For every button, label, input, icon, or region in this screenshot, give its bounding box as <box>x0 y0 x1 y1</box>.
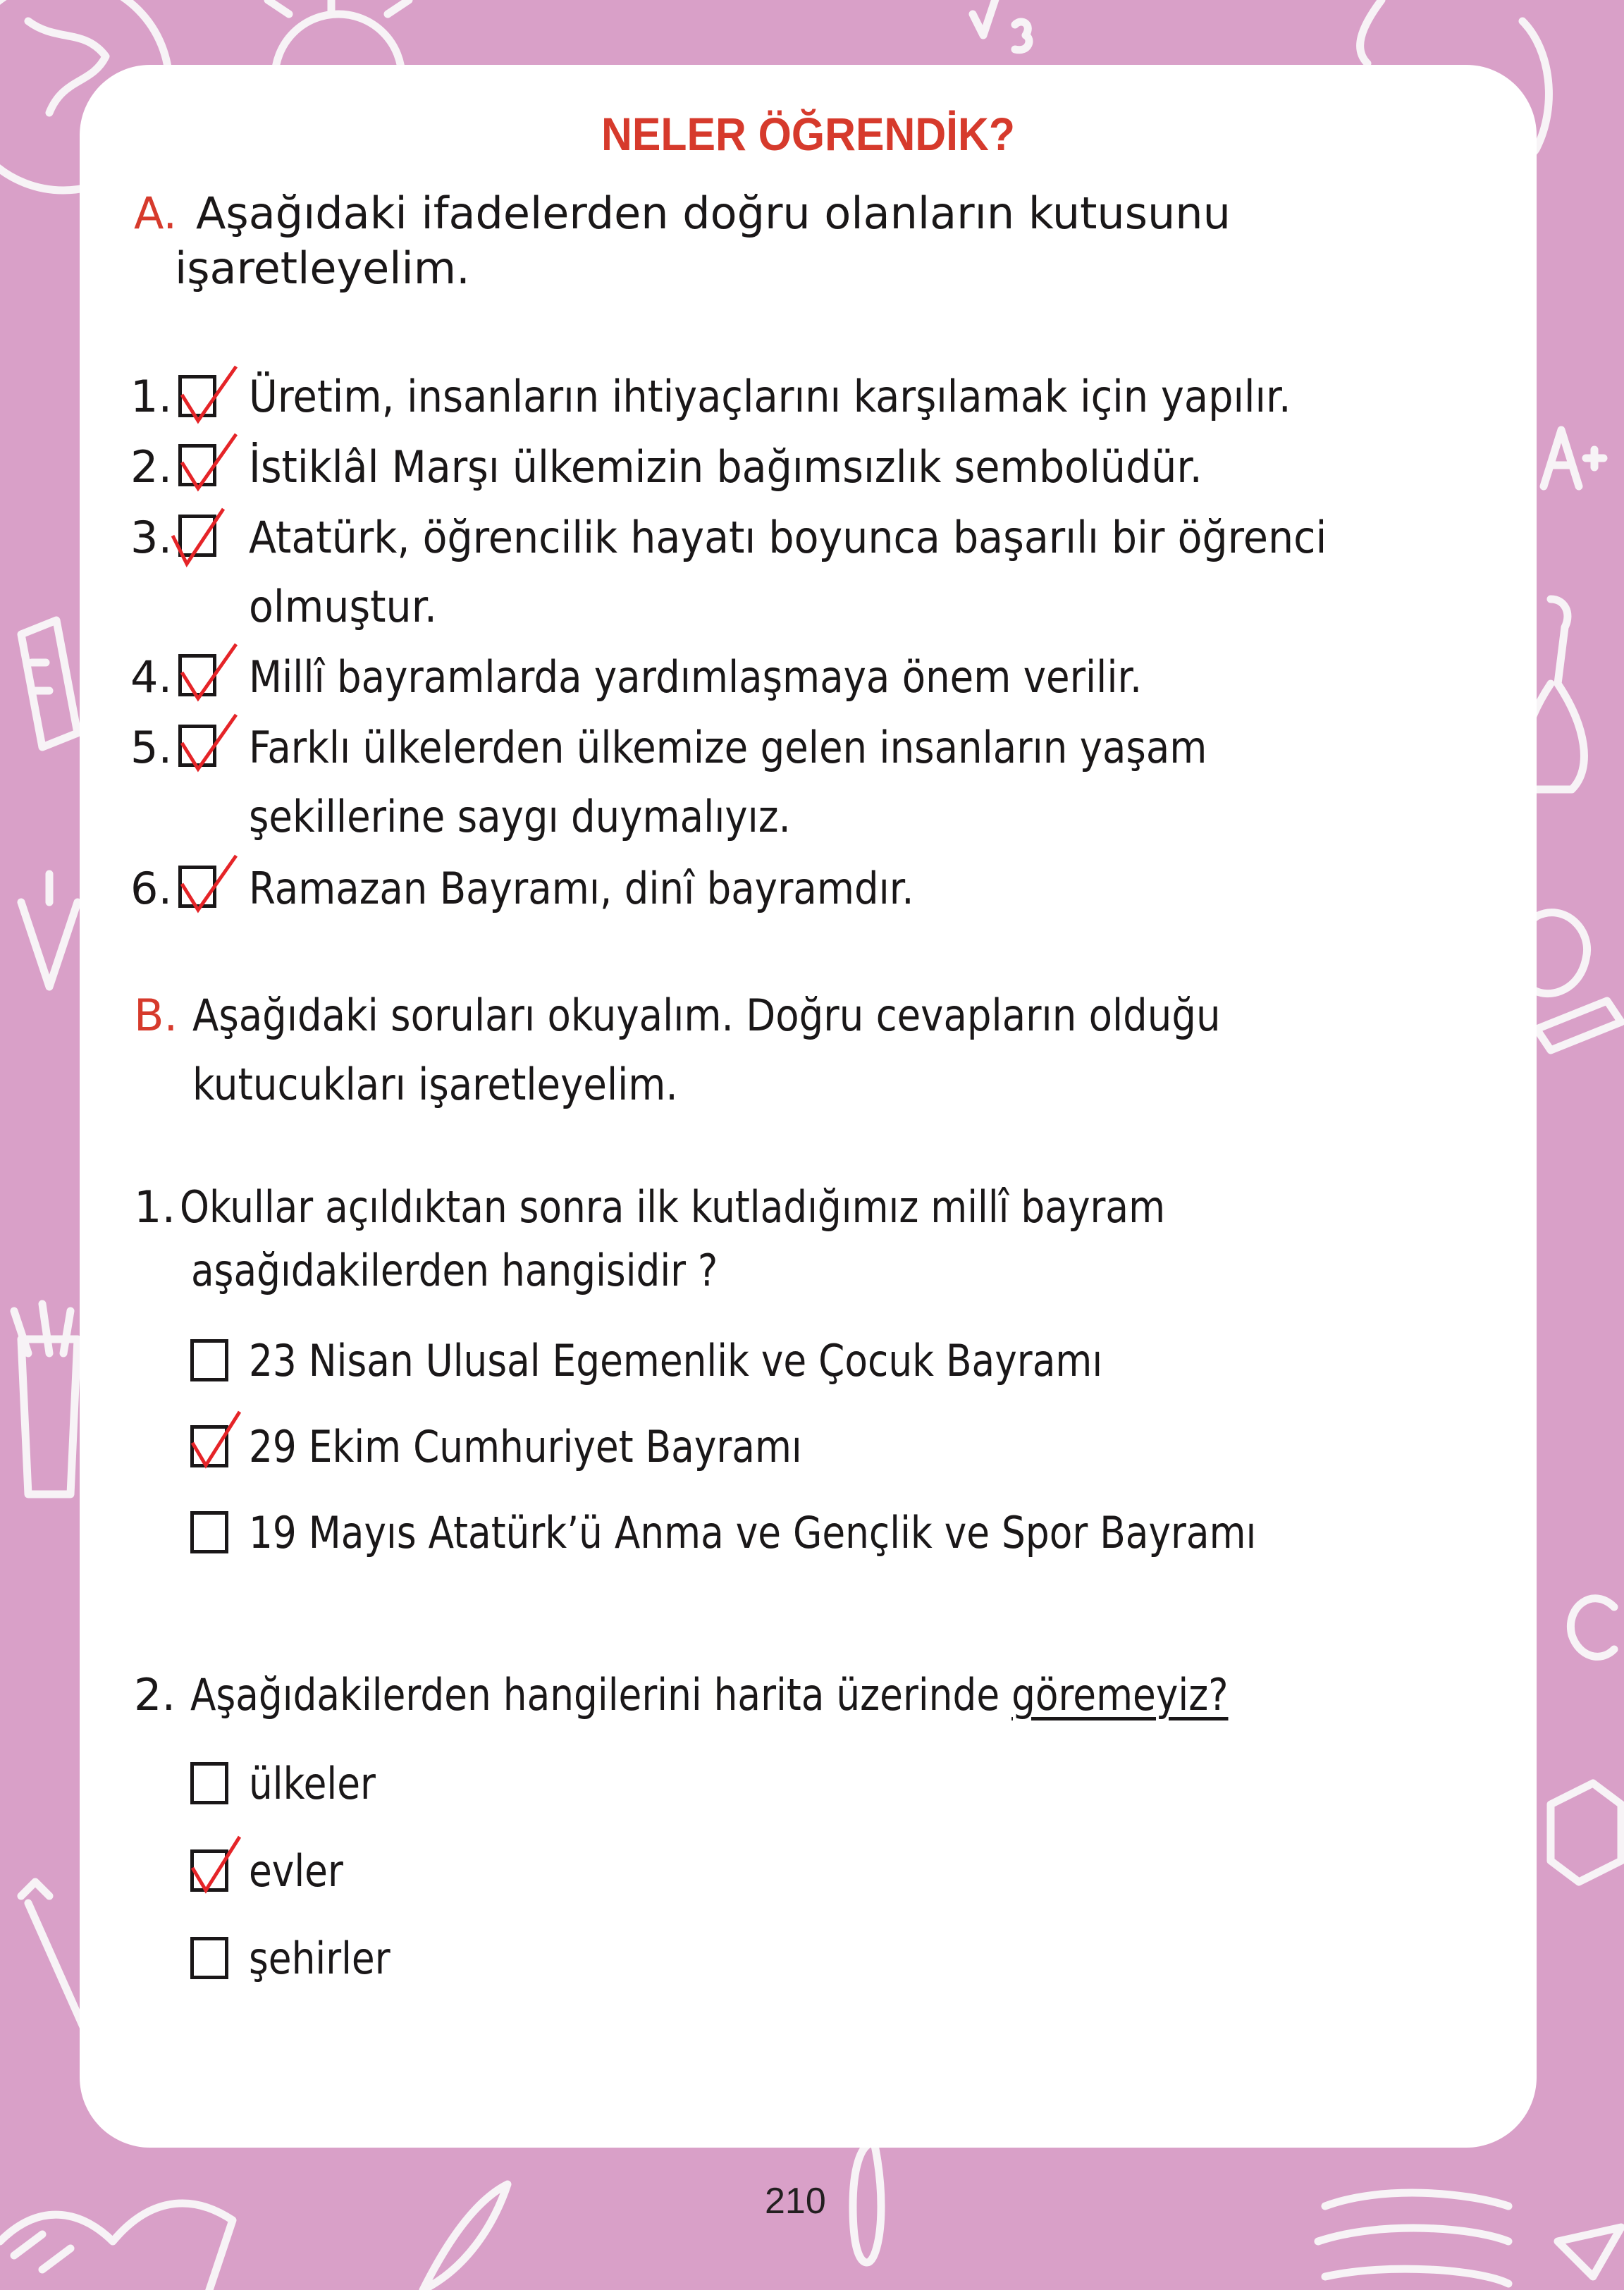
statement-text-continued: şekillerine saygı duymalıyız. <box>249 791 791 842</box>
option-checkbox[interactable] <box>190 1511 228 1553</box>
ruler-doodle <box>21 620 78 747</box>
statement-text: Atatürk, öğrencilik hayatı boyunca başarılı bir öğrenci <box>249 512 1327 563</box>
red-check-icon <box>178 639 242 702</box>
statement-number: 4. <box>130 651 173 703</box>
feather-doodle <box>423 2184 508 2290</box>
statement-number: 5. <box>130 722 173 773</box>
question-number: 2. <box>134 1669 176 1720</box>
statement-number: 1. <box>130 371 173 422</box>
a-plus-doodle <box>1544 430 1604 486</box>
statement-number: 2. <box>130 441 173 493</box>
pencil-doodle <box>1537 1001 1621 1050</box>
question-number: 1. <box>134 1181 176 1233</box>
statement-text-continued: olmuştur. <box>249 581 438 632</box>
cup-doodle <box>14 1304 78 1494</box>
question-text-plain: Aşağıdakilerden hangilerini harita üzerinde <box>190 1669 1012 1720</box>
option-label: 23 Nisan Ulusal Egemenlik ve Çocuk Bayramı <box>249 1335 1103 1386</box>
red-check-icon <box>178 850 242 913</box>
page-number: 210 <box>765 2181 826 2222</box>
red-check-icon <box>178 709 242 772</box>
question-text: Okullar açıldıktan sonra ilk kutladığımız millî bayram <box>180 1181 1166 1233</box>
section-a-instruction-line1: Aşağıdaki ifadelerden doğru olanların kutusunu <box>196 187 1231 239</box>
page-title: NELER ÖĞRENDİK? <box>601 108 1015 160</box>
open-book-doodle <box>0 2203 233 2290</box>
option-checkbox[interactable] <box>190 1339 228 1381</box>
option-label: 19 Mayıs Atatürk’ü Anma ve Gençlik ve Spor Bayramı <box>249 1507 1257 1558</box>
option-checkbox[interactable] <box>190 1762 228 1804</box>
statement-text: İstiklâl Marşı ülkemizin bağımsızlık sembolüdür. <box>249 441 1202 493</box>
red-check-icon <box>164 502 235 565</box>
sqrt-doodle <box>973 0 1029 50</box>
content-card <box>80 65 1537 2148</box>
book-stack-doodle <box>1318 2193 1508 2284</box>
funnel-doodle <box>1558 2227 1621 2277</box>
option-label: ülkeler <box>249 1758 376 1809</box>
pen-doodle <box>853 2143 881 2263</box>
red-check-icon <box>190 1833 247 1896</box>
section-b-instruction-line1: Aşağıdaki soruları okuyalım. Doğru cevapların olduğu <box>192 990 1221 1041</box>
section-b-instruction-line2: kutucukları işaretleyelim. <box>192 1059 678 1110</box>
box-doodle <box>1551 1783 1621 1882</box>
statement-text: Üretim, insanların ihtiyaçlarını karşılamak için yapılır. <box>249 371 1291 422</box>
option-label: şehirler <box>249 1933 390 1984</box>
question-text-emphasis: göremeyiz? <box>1011 1669 1229 1720</box>
statement-number: 6. <box>130 863 173 914</box>
option-checkbox[interactable] <box>190 1937 228 1979</box>
letter-c-doodle <box>1570 1599 1614 1657</box>
paintbrush-doodle <box>21 1882 85 2030</box>
option-label: 29 Ekim Cumhuriyet Bayramı <box>249 1421 802 1472</box>
option-label: evler <box>249 1845 343 1897</box>
question-text <box>190 1669 1229 1720</box>
statement-text: Farklı ülkelerden ülkemize gelen insanların yaşam <box>249 722 1207 773</box>
red-check-icon <box>178 361 242 424</box>
red-check-icon <box>178 429 242 492</box>
section-a-instruction-line2: işaretleyelim. <box>175 242 470 294</box>
statement-text: Millî bayramlarda yardımlaşmaya önem verilir. <box>249 651 1143 703</box>
red-check-icon <box>190 1408 247 1471</box>
statement-number: 3. <box>130 512 173 563</box>
section-a-letter: A. <box>134 187 178 239</box>
statement-text: Ramazan Bayramı, dinî bayramdır. <box>249 863 914 914</box>
compass-doodle <box>21 874 78 987</box>
question-text-continued: aşağıdakilerden hangisidir ? <box>191 1245 718 1296</box>
section-b-letter: B. <box>134 990 178 1041</box>
